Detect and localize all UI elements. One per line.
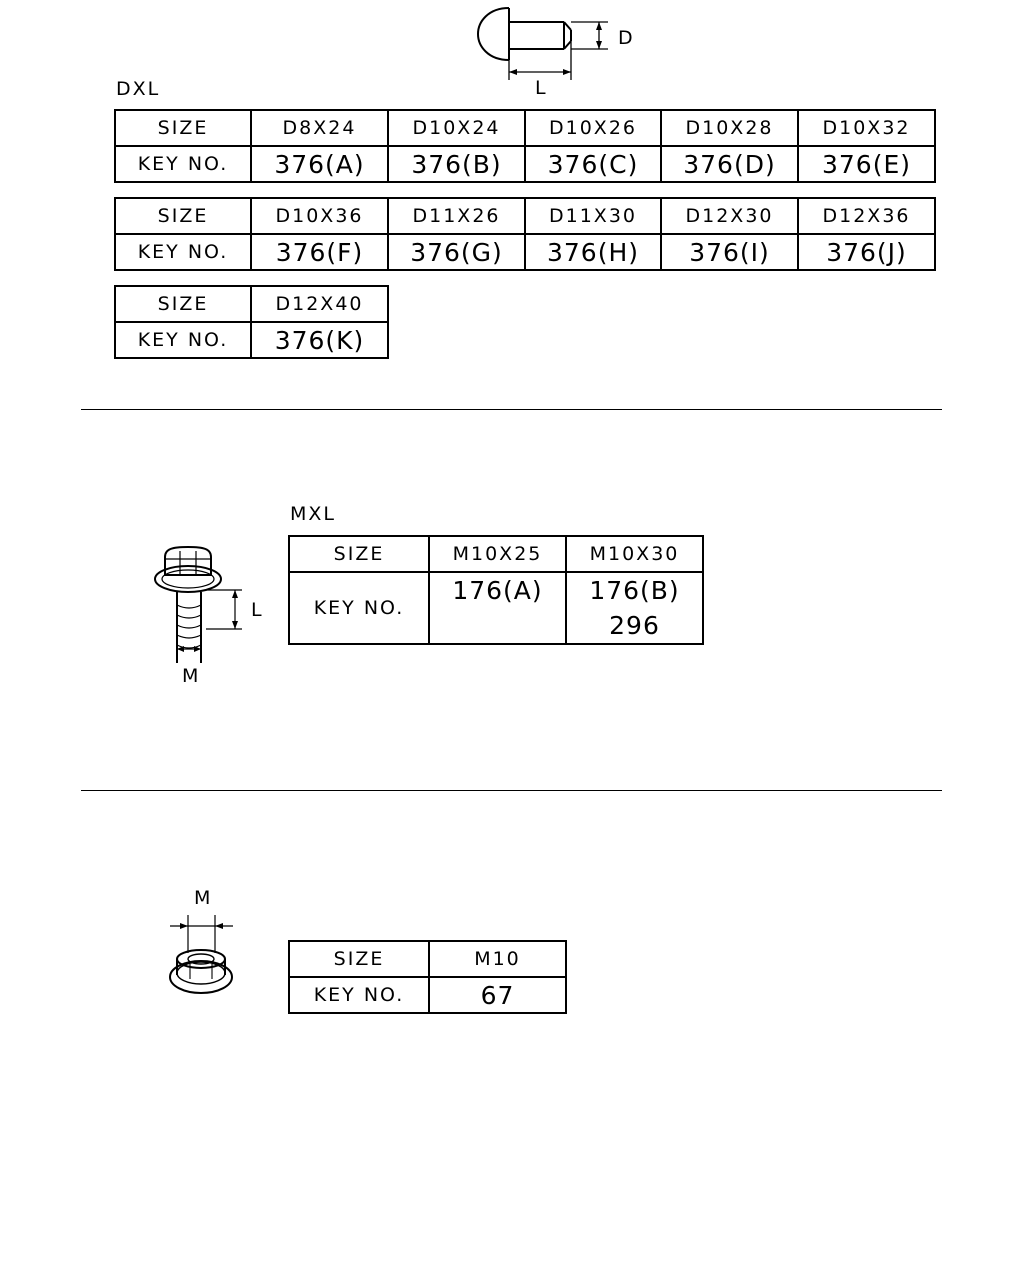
key-cell xyxy=(429,572,566,644)
size-table-dxl-2 xyxy=(114,197,936,271)
table-row xyxy=(289,941,566,977)
size-cell: D12X36 xyxy=(798,198,935,234)
flange-bolt-drawing xyxy=(140,545,300,685)
table-row xyxy=(115,322,388,358)
dimension-l-label: L xyxy=(251,599,264,621)
table-row xyxy=(115,286,388,322)
key-header: KEY NO. xyxy=(115,146,251,182)
key-value: 176(B) xyxy=(589,576,680,605)
section-label-dxl: DXL xyxy=(116,78,161,100)
size-cell: D10X28 xyxy=(661,110,798,146)
section-label-mxl: MXL xyxy=(290,503,336,525)
size-table-dxl-3 xyxy=(114,285,389,359)
key-cell: 376(K) xyxy=(251,322,388,358)
key-header: KEY NO. xyxy=(289,977,429,1013)
table-row xyxy=(289,977,566,1013)
size-cell: M10X25 xyxy=(429,536,566,572)
key-cell: 376(D) xyxy=(661,146,798,182)
table-row xyxy=(115,198,935,234)
table-row xyxy=(289,572,703,644)
size-header: SIZE xyxy=(289,941,429,977)
size-cell: D12X30 xyxy=(661,198,798,234)
key-cell: 376(C) xyxy=(525,146,661,182)
key-cell: 376(B) xyxy=(388,146,525,182)
size-header: SIZE xyxy=(115,198,251,234)
table-row xyxy=(289,536,703,572)
key-header: KEY NO. xyxy=(115,322,251,358)
key-cell: 376(A) xyxy=(251,146,388,182)
size-cell: D11X30 xyxy=(525,198,661,234)
size-cell: D12X40 xyxy=(251,286,388,322)
flange-nut-drawing xyxy=(150,895,270,1005)
key-cell: 67 xyxy=(429,977,566,1013)
size-header: SIZE xyxy=(115,286,251,322)
key-cell: 376(J) xyxy=(798,234,935,270)
key-cell: 376(E) xyxy=(798,146,935,182)
dimension-m-label: M xyxy=(194,887,213,909)
key-cell: 376(I) xyxy=(661,234,798,270)
key-cell: 376(G) xyxy=(388,234,525,270)
size-cell: D10X24 xyxy=(388,110,525,146)
section-divider xyxy=(81,790,942,791)
size-cell: D10X36 xyxy=(251,198,388,234)
size-table-dxl-1 xyxy=(114,109,936,183)
key-value: 296 xyxy=(609,611,660,640)
key-header: KEY NO. xyxy=(115,234,251,270)
dimension-l-label: L xyxy=(535,77,548,99)
key-header: KEY NO. xyxy=(289,572,429,644)
dimension-m-label: M xyxy=(182,665,201,687)
key-value: 176(A) xyxy=(452,576,543,605)
dimension-d-label: D xyxy=(618,27,635,49)
size-header: SIZE xyxy=(115,110,251,146)
key-cell: 376(F) xyxy=(251,234,388,270)
table-row xyxy=(115,146,935,182)
size-header: SIZE xyxy=(289,536,429,572)
table-row xyxy=(115,110,935,146)
size-cell: M10X30 xyxy=(566,536,703,572)
size-cell: M10 xyxy=(429,941,566,977)
size-table-mxl xyxy=(288,535,704,645)
size-cell: D10X32 xyxy=(798,110,935,146)
key-cell xyxy=(566,572,703,644)
size-cell: D10X26 xyxy=(525,110,661,146)
key-cell: 376(H) xyxy=(525,234,661,270)
size-cell: D8X24 xyxy=(251,110,388,146)
size-cell: D11X26 xyxy=(388,198,525,234)
table-row xyxy=(115,234,935,270)
section-divider xyxy=(81,409,942,410)
size-table-nut xyxy=(288,940,567,1014)
